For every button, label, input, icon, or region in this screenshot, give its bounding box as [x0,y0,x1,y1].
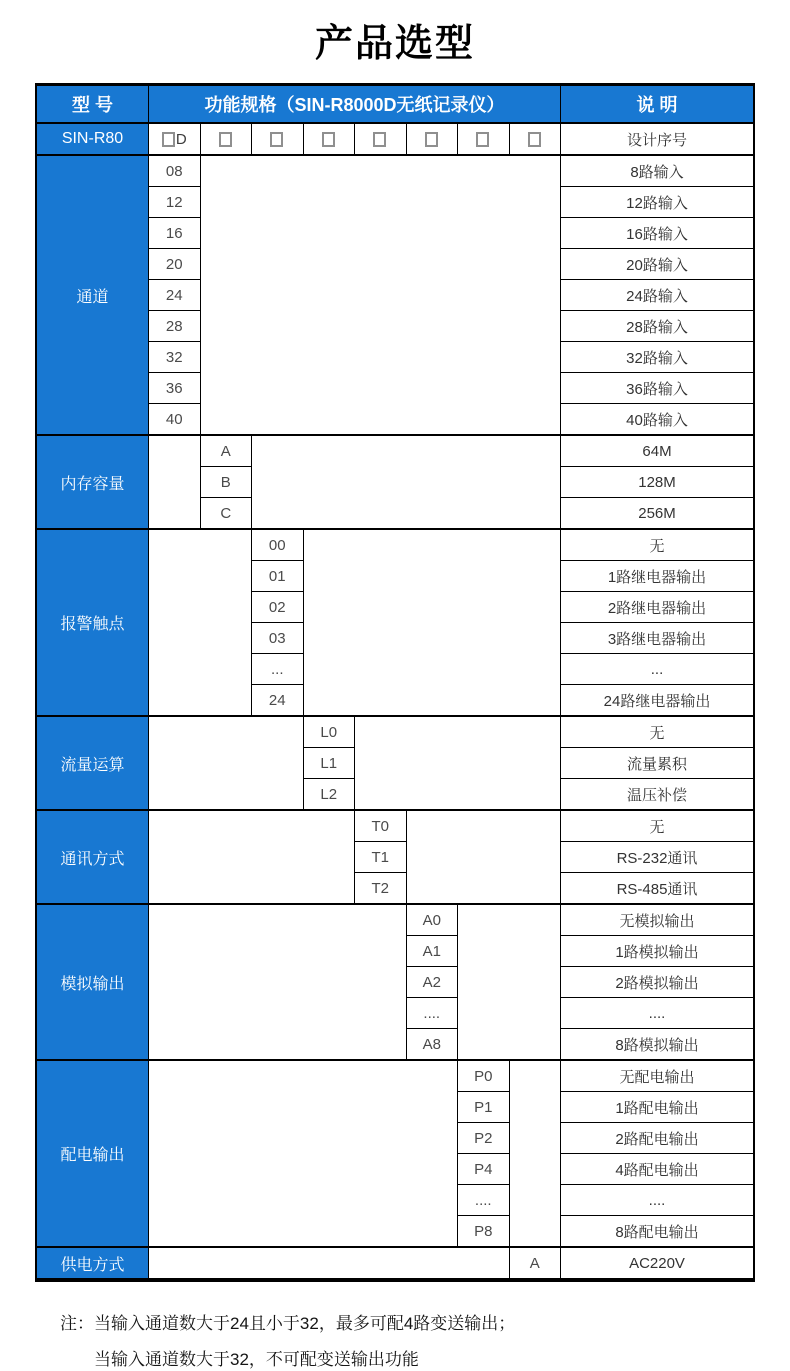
code-cell: B [201,467,253,498]
description-cell: 2路配电输出 [561,1123,753,1154]
description-cell: RS-232通讯 [561,842,753,873]
empty-cell [149,436,201,529]
code-cell: T2 [355,873,407,904]
empty-cell [149,811,355,904]
description-cell: 无配电输出 [561,1061,753,1092]
section-power-distribution-output [37,1060,753,1247]
description-cell: .... [561,998,753,1029]
code-cell: 02 [252,592,304,623]
section-power-supply [37,1247,753,1279]
footnote-prefix: 注： [60,1314,94,1333]
code-cell: A0 [407,905,459,936]
empty-cell [510,1061,562,1247]
code-cell: C [201,498,253,529]
checkbox-icon [322,132,335,147]
description-cell: 16路输入 [561,218,753,249]
empty-cell [355,717,561,810]
code-cell: A2 [407,967,459,998]
code-cell: 20 [149,249,201,280]
checkbox-icon [219,132,232,147]
model-prefix-cell: SIN-R80 [37,124,149,155]
checkbox-icon [528,132,541,147]
checkbox-icon [373,132,386,147]
section-analog-output [37,904,753,1060]
footnote-lines [94,1314,515,1369]
description-cell: 2路模拟输出 [561,967,753,998]
section-label-communication-mode: 通讯方式 [37,811,149,904]
description-cell: 无 [561,530,753,561]
design-box-cell [149,124,201,155]
description-cell: 1路配电输出 [561,1092,753,1123]
description-cell: 设计序号 [561,124,753,155]
code-cell: P2 [458,1123,510,1154]
design-box-cell [355,124,407,155]
code-cell: 00 [252,530,304,561]
description-cell: 8路模拟输出 [561,1029,753,1060]
description-cell: 无模拟输出 [561,905,753,936]
design-serial-row [37,123,753,155]
empty-cell [252,436,561,529]
footnote-line-1: 当输入通道数大于24且小于32，最多可配4路变送输出； [94,1314,516,1333]
description-cell: 2路继电器输出 [561,592,753,623]
code-cell: A8 [407,1029,459,1060]
code-cell: P8 [458,1216,510,1247]
description-cell: 1路继电器输出 [561,561,753,592]
description-cell: 32路输入 [561,342,753,373]
empty-cell [149,717,304,810]
code-cell: A1 [407,936,459,967]
description-cell: 流量累积 [561,748,753,779]
empty-cell [407,811,562,904]
design-box-cell [304,124,356,155]
code-cell: P4 [458,1154,510,1185]
design-box-cell [407,124,459,155]
code-cell: T1 [355,842,407,873]
description-cell: 12路输入 [561,187,753,218]
checkbox-icon [270,132,283,147]
description-cell: 1路模拟输出 [561,936,753,967]
description-cell: 20路输入 [561,249,753,280]
code-cell: L1 [304,748,356,779]
empty-cell [458,905,561,1060]
code-cell: 32 [149,342,201,373]
description-cell: 28路输入 [561,311,753,342]
code-cell: 24 [252,685,304,716]
description-cell: AC220V [561,1248,753,1279]
section-label-power-distribution-output: 配电输出 [37,1061,149,1247]
section-channels [37,155,753,435]
description-cell: 8路输入 [561,156,753,187]
empty-cell [149,530,252,716]
code-cell: A [201,436,253,467]
description-cell: 温压补偿 [561,779,753,810]
section-alarm-contacts [37,529,753,716]
design-box-cell [201,124,253,155]
empty-cell [149,1248,510,1279]
design-box-cell [252,124,304,155]
description-cell: 40路输入 [561,404,753,435]
section-label-channels: 通道 [37,156,149,435]
code-cell: 24 [149,280,201,311]
code-cell: T0 [355,811,407,842]
header-model-column: 型 号 [37,86,149,123]
description-cell: 无 [561,717,753,748]
section-label-flow-calculation: 流量运算 [37,717,149,810]
description-cell: ... [561,654,753,685]
footnote-line-2: 当输入通道数大于32，不可配变送输出功能 [94,1349,419,1369]
design-box-cell [458,124,510,155]
section-label-analog-output: 模拟输出 [37,905,149,1060]
empty-cell [149,1061,458,1247]
code-cell: 16 [149,218,201,249]
description-cell: 256M [561,498,753,529]
description-cell: 36路输入 [561,373,753,404]
checkbox-icon [476,132,489,147]
description-cell: 24路继电器输出 [561,685,753,716]
code-cell: ... [252,654,304,685]
product-selection-table [35,83,755,1282]
description-cell: 4路配电输出 [561,1154,753,1185]
description-cell: .... [561,1185,753,1216]
description-cell: 64M [561,436,753,467]
empty-cell [149,905,407,1060]
empty-cell [201,156,562,435]
description-cell: 128M [561,467,753,498]
box-suffix: D [175,130,187,148]
code-cell: L0 [304,717,356,748]
header-spec-column: 功能规格（SIN-R8000D无纸记录仪） [149,86,561,123]
code-cell: P0 [458,1061,510,1092]
code-cell: 40 [149,404,201,435]
section-label-memory-capacity: 内存容量 [37,436,149,529]
section-communication-mode [37,810,753,904]
code-cell: 36 [149,373,201,404]
empty-cell [304,530,562,716]
section-label-power-supply: 供电方式 [37,1248,149,1279]
code-cell: P1 [458,1092,510,1123]
footnote [60,1314,790,1369]
checkbox-icon [162,132,175,147]
code-cell: .... [458,1185,510,1216]
code-cell: 08 [149,156,201,187]
description-cell: 8路配电输出 [561,1216,753,1247]
code-cell: L2 [304,779,356,810]
code-cell: A [510,1248,562,1279]
section-memory-capacity [37,435,753,529]
code-cell: .... [407,998,459,1029]
description-cell: 24路输入 [561,280,753,311]
section-label-alarm-contacts: 报警触点 [37,530,149,716]
code-cell: 28 [149,311,201,342]
header-desc-column: 说 明 [561,86,753,123]
description-cell: 3路继电器输出 [561,623,753,654]
code-cell: 12 [149,187,201,218]
description-cell: RS-485通讯 [561,873,753,904]
code-cell: 01 [252,561,304,592]
table-header-row [37,86,753,123]
design-box-cell [510,124,562,155]
page-title: 产品选型 [314,23,475,65]
checkbox-icon [425,132,438,147]
section-flow-calculation [37,716,753,810]
code-cell: 03 [252,623,304,654]
description-cell: 无 [561,811,753,842]
